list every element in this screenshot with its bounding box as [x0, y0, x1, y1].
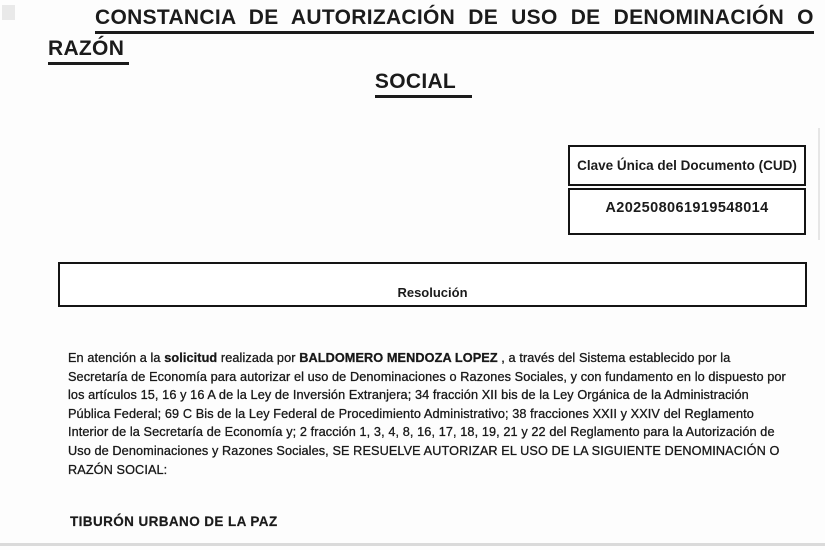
- title-text-2: RAZÓN: [48, 37, 129, 65]
- resolution-clause: SE RESUELVE AUTORIZAR EL USO DE LA SIGUIENTE DENOMINACIÓN O RAZÓN SOCIAL:: [68, 443, 780, 477]
- cud-box: [568, 145, 806, 235]
- page-title-line-3: [0, 70, 825, 98]
- title-text-1: CONSTANCIA DE AUTORIZACIÓN DE USO DE DENOMINACIÓN O: [95, 6, 814, 34]
- cud-value: A202508061919548014: [568, 188, 806, 235]
- resolution-label: Resolución: [397, 285, 468, 300]
- resolution-box: [58, 262, 807, 307]
- paragraph-segment: En atención a la: [68, 351, 165, 365]
- body-paragraph: [68, 349, 792, 479]
- cud-header: Clave Única del Documento (CUD): [568, 145, 806, 186]
- applicant-name: BALDOMERO MENDOZA LOPEZ: [299, 351, 498, 365]
- scan-edge-artifact: [818, 128, 820, 240]
- page-bottom-edge: [0, 543, 825, 546]
- authorized-denomination: TIBURÓN URBANO DE LA PAZ: [70, 514, 278, 529]
- page-title-line-1: [95, 6, 814, 34]
- scan-corner-artifact: [2, 5, 15, 20]
- page-title-line-2: [48, 37, 129, 65]
- title-text-3: SOCIAL: [375, 70, 472, 98]
- paragraph-segment: , a través del Sistema establecido por la Secretaría de Economía para autorizar el uso de Denominaciones o Razones Sociales, y con fundamento en lo dispuesto por los artículos 15, 16 y 16 A de la Ley de Inversión Extranjera; 34 fracción XII bis de la Ley Orgánica de la Administración Pública Federal; 69 C Bis de la Ley Federal de Procedimiento Administrativo; 38 fracciones XXII y XXIV del Reglamento Interior de la Secretaría de Economía y; 2 fracción 1, 3, 4, 8, 16, 17, 18, 19, 21 y 22 del Reglamento para la Autorización de Uso de Denominaciones y Razones Sociales,: [68, 351, 786, 458]
- emphasis-solicitud: solicitud: [164, 351, 218, 365]
- paragraph-segment: realizada por: [217, 351, 300, 365]
